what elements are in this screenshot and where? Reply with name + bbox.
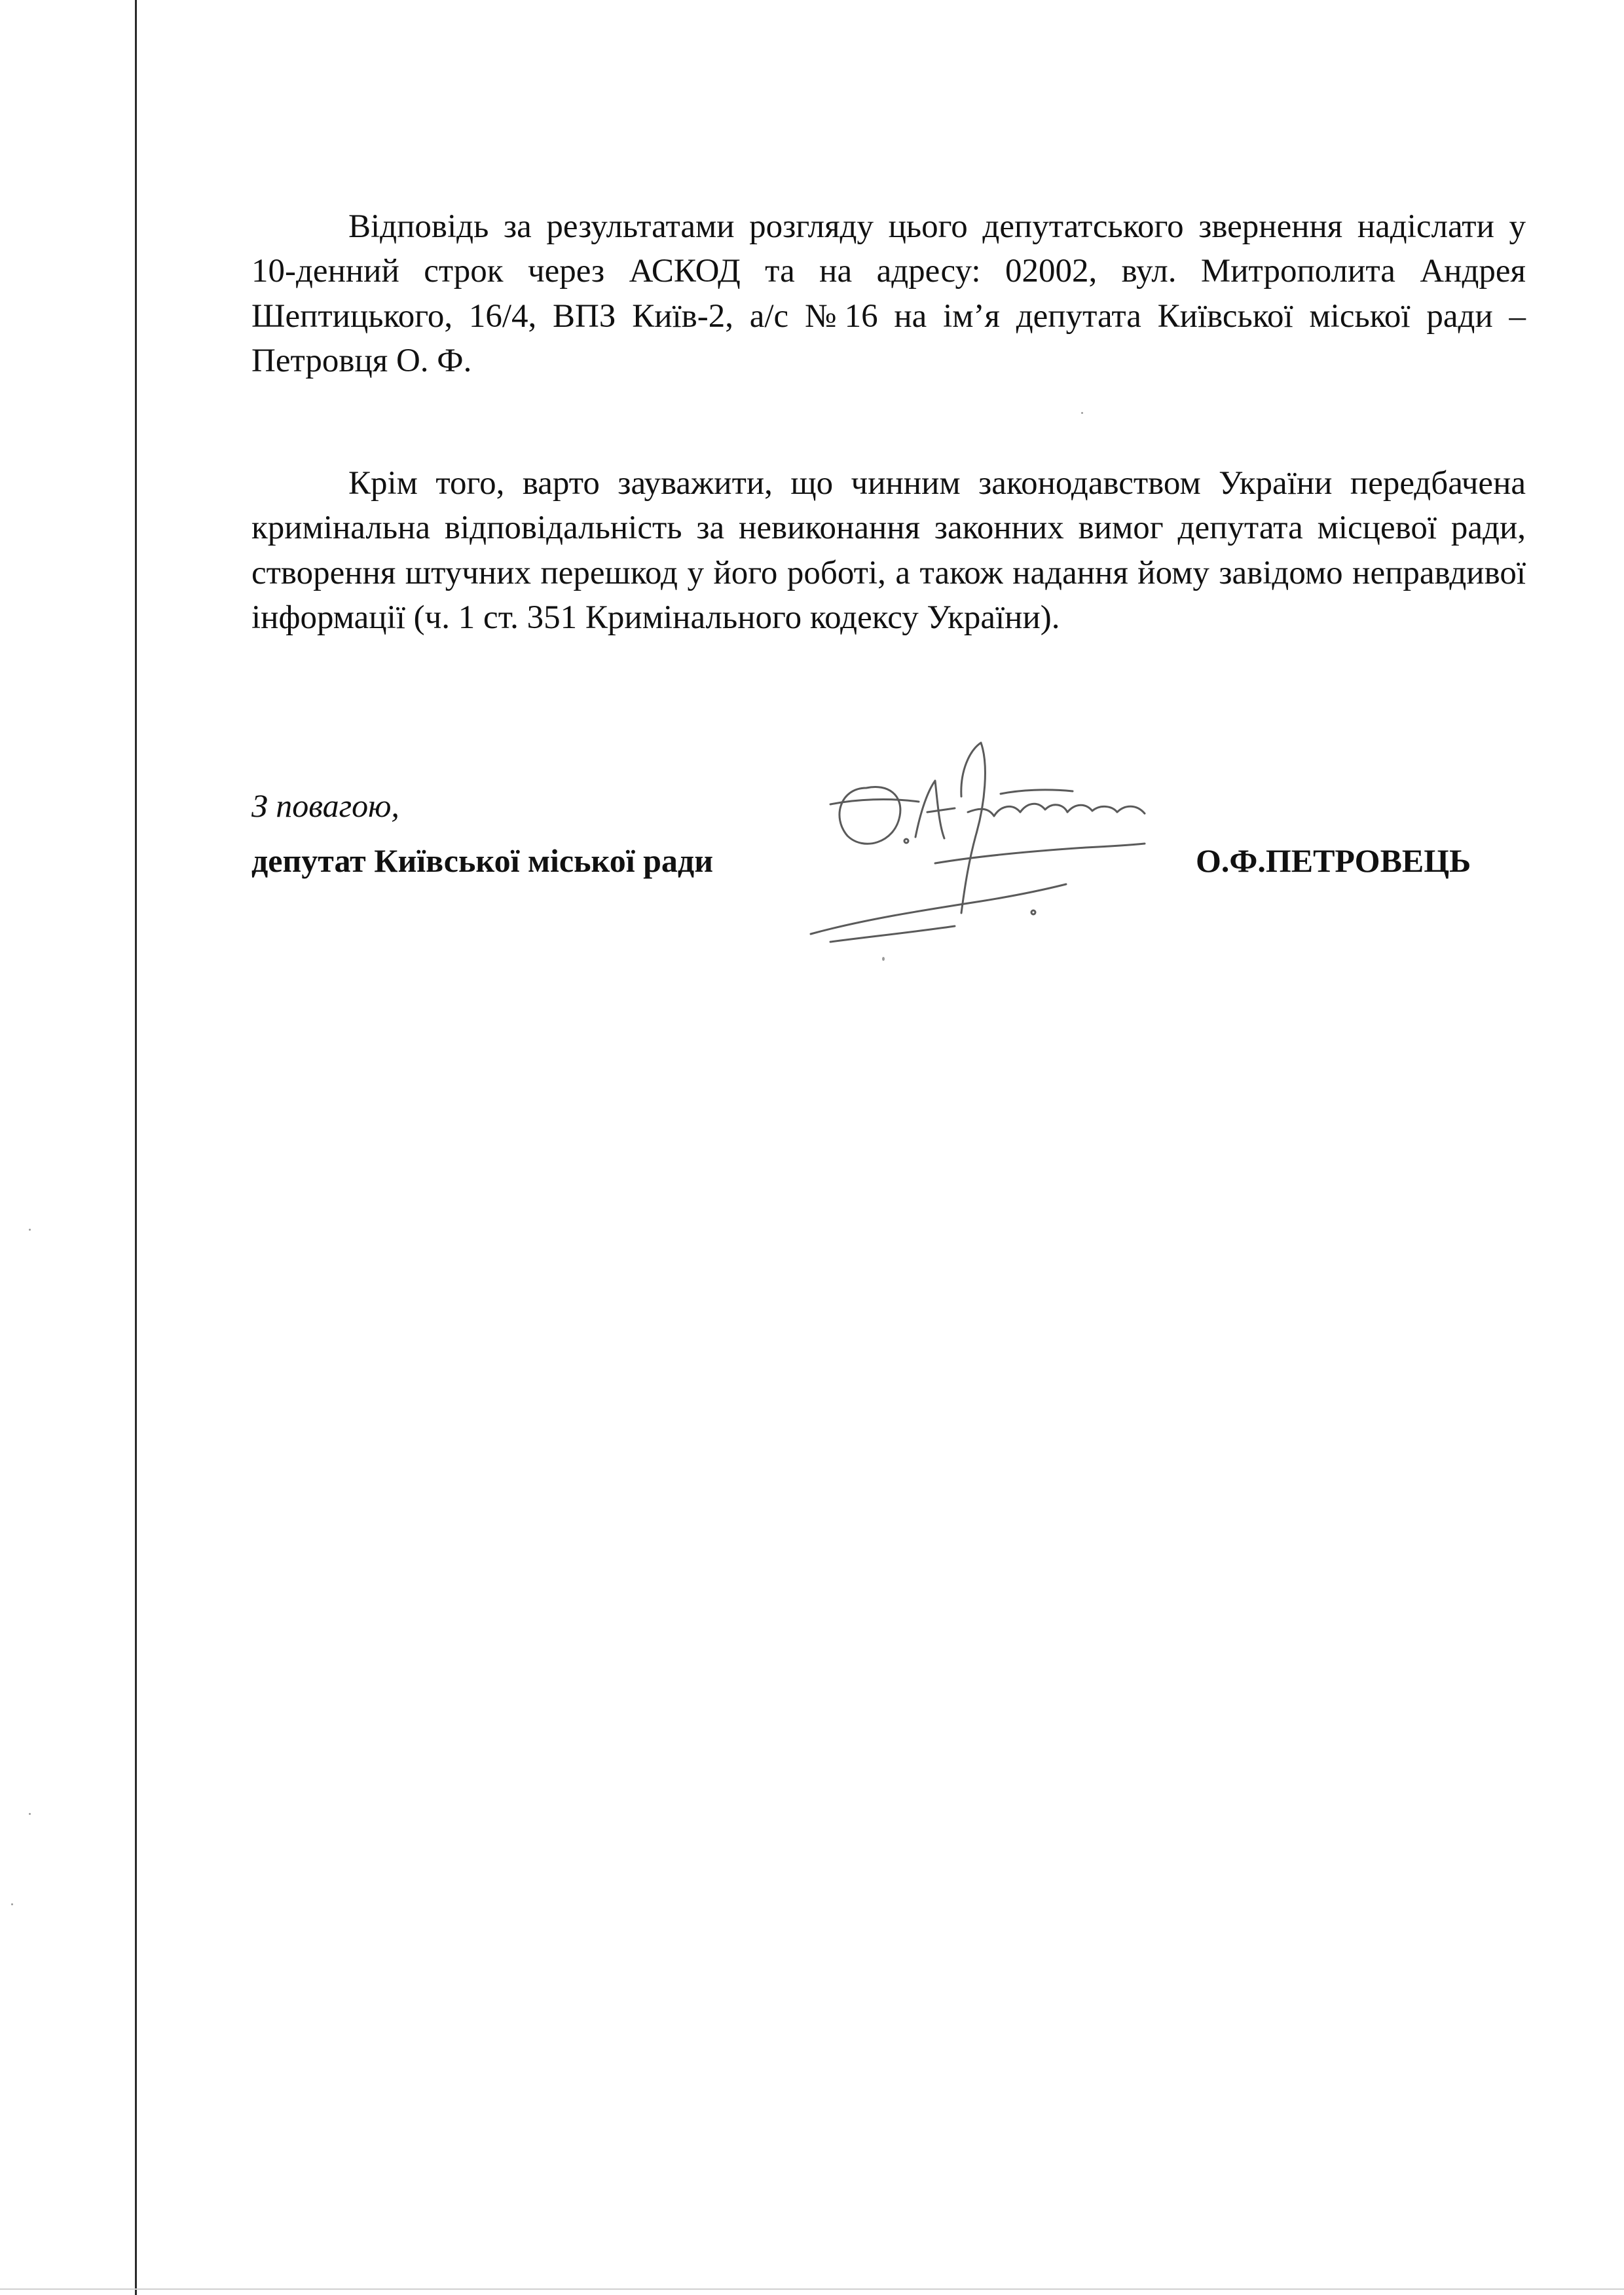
binding-margin-line — [135, 0, 137, 2295]
scan-speck — [29, 1229, 31, 1231]
scan-speck — [1081, 412, 1083, 414]
scan-speck — [11, 1903, 13, 1905]
scan-speck — [29, 1813, 31, 1815]
signer-name: О.Ф.ПЕТРОВЕЦЬ — [1196, 842, 1471, 879]
scan-bottom-edge — [0, 2288, 1624, 2290]
handwritten-signature — [804, 726, 1210, 961]
paragraph-response-request: Відповідь за результатами розгляду цього депутатського звернення надіслати у 10-денний строк через АСКОД та на адресу: 02002, вул. Митрополита Андрея Шептицького, 16/4, ВПЗ Київ-2, а/с №16 на ім’я депутата Київської міської ради – Петровця О. Ф. — [251, 208, 1526, 379]
signer-position: депутат Київської міської ради — [251, 842, 714, 879]
scan-speck — [882, 957, 885, 961]
paragraph-criminal-liability: Крім того, варто зауважити, що чинним законодавством України передбачена кримінальна відповідальність за невиконання законних вимог депутата місцевої ради, створення штучних перешкод у його роботі, а також надання йому завідомо неправдивої інформації (ч. 1 ст. 351 Кримінального кодексу України). — [251, 465, 1526, 636]
closing-greeting: З повагою, — [251, 787, 399, 824]
